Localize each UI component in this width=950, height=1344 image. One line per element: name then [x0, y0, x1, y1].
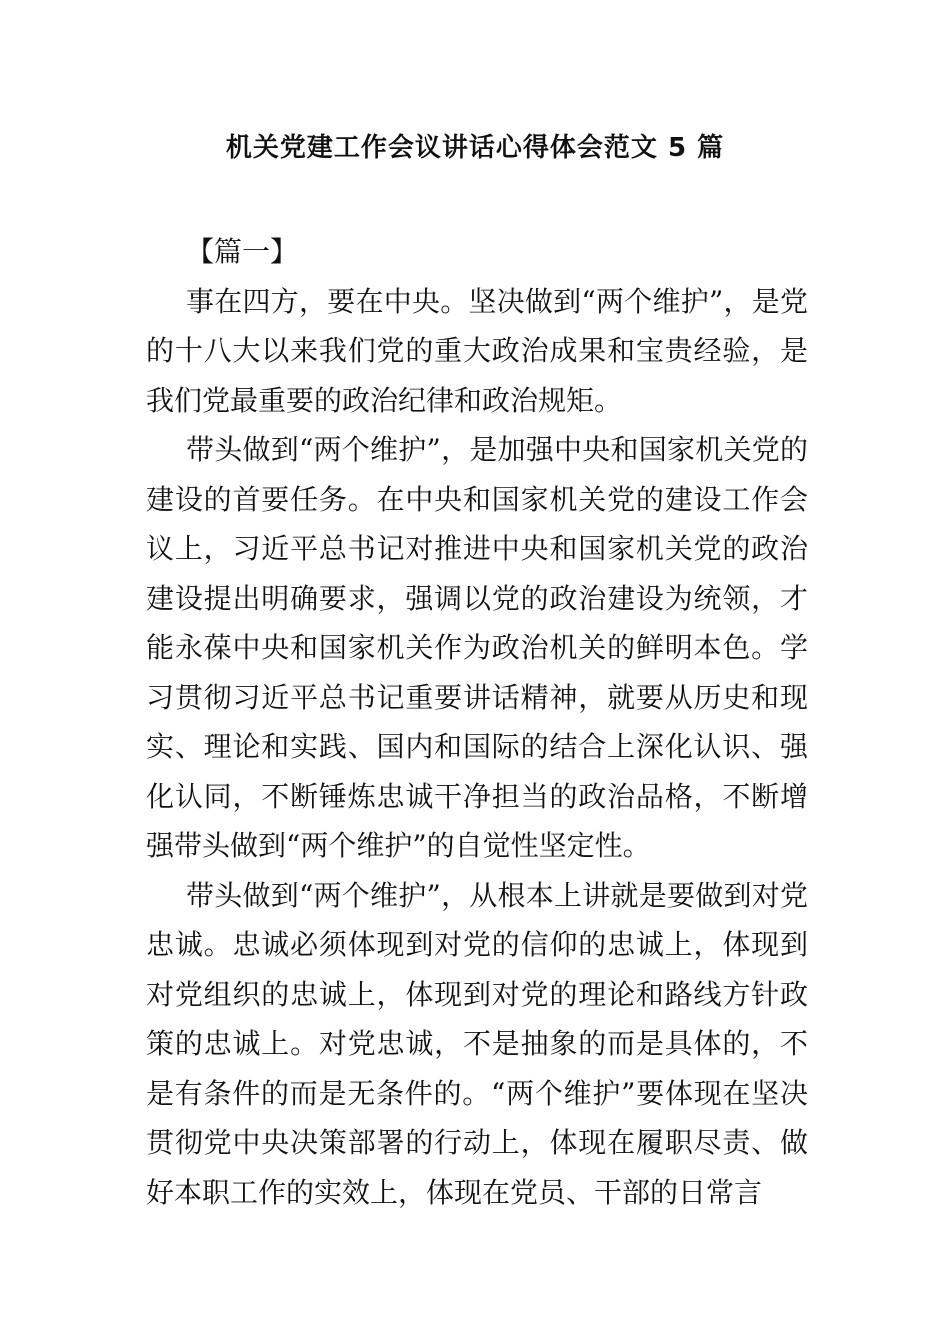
section-label: 【篇一】 [186, 235, 299, 268]
paragraph-3: 带头做到“两个维护”，从根本上讲就是要做到对党忠诚。忠诚必须体现到对党的信仰的忠诚上，体现到对党组织的忠诚上，体现到对党的理论和路线方针政策的忠诚上。对党忠诚，不是抽象的而是具体的，不是有条件的而是无条件的。“两个维护”要体现在坚决贯彻党中央决策部署的行动上，体现在履职尽责、做好本职工作的实效上，体现在党员、干部的日常言 [146, 878, 808, 1209]
document-title: 机关党建工作会议讲话心得体会范文 5 篇 [225, 133, 725, 163]
document-body [146, 227, 808, 1217]
paragraph-1: 事在四方，要在中央。坚决做到“两个维护”，是党的十八大以来我们党的重大政治成果和宝贵经验，是我们党最重要的政治纪律和政治规矩。 [146, 284, 808, 417]
paragraph-2: 带头做到“两个维护”，是加强中央和国家机关党的建设的首要任务。在中央和国家机关党的建设工作会议上，习近平总书记对推进中央和国家机关党的政治建设提出明确要求，强调以党的政治建设为统领，才能永葆中央和国家机关作为政治机关的鲜明本色。学习贯彻习近平总书记重要讲话精神，就要从历史和现实、理论和实践、国内和国际的结合上深化认识、强化认同，不断锤炼忠诚干净担当的政治品格，不断增强带头做到“两个维护”的自觉性坚定性。 [146, 433, 808, 862]
